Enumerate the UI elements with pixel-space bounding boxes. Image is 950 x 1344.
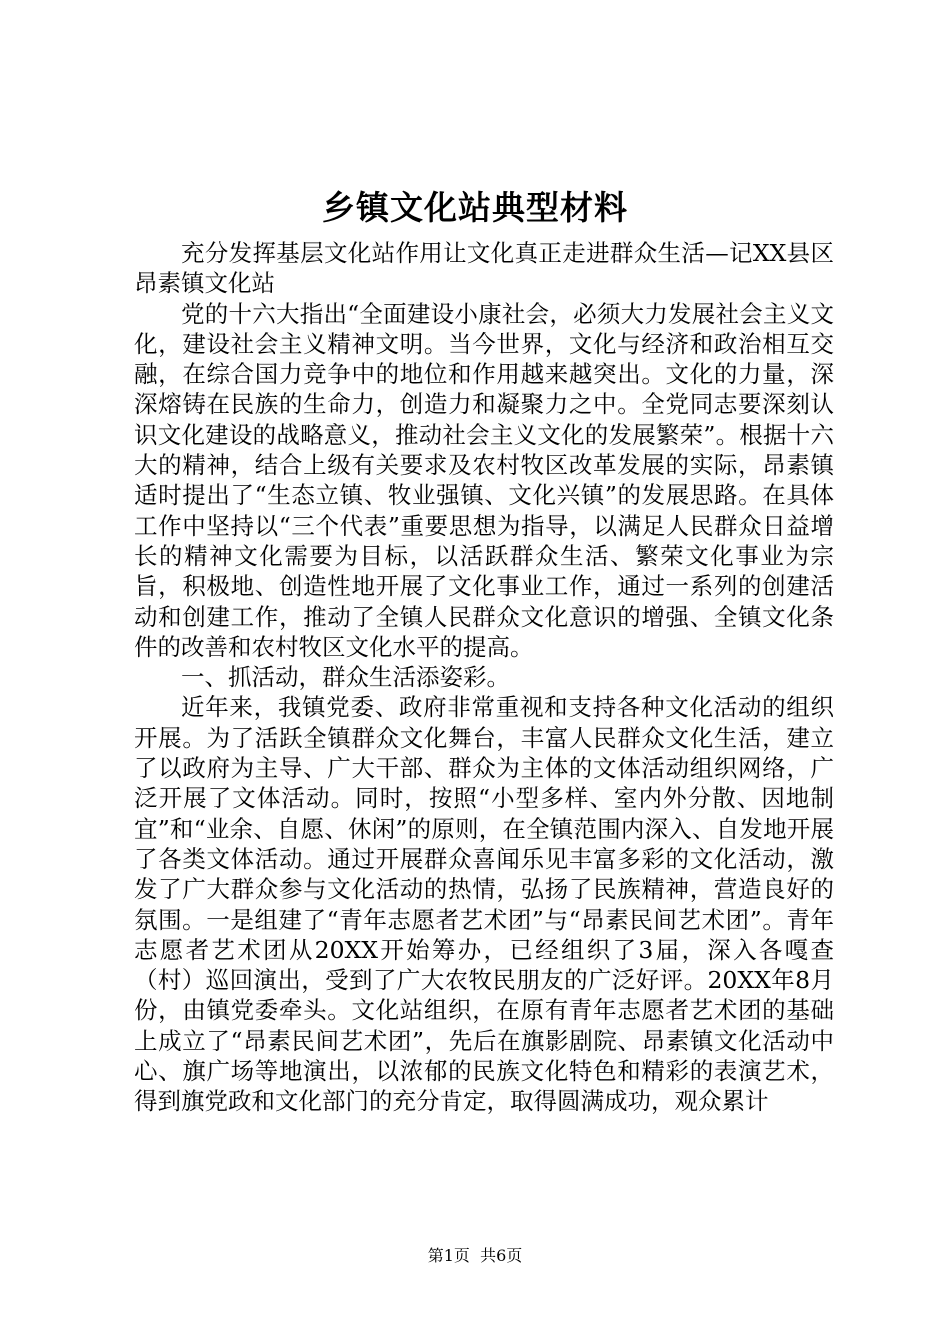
subtitle-paragraph: 充分发挥基层文化站作用让文化真正走进群众生活—记XX县区昂素镇文化站	[134, 239, 834, 298]
document-body	[134, 238, 834, 1117]
page-footer	[0, 1245, 950, 1267]
footer-separator	[470, 1246, 480, 1265]
section-heading: 一、抓活动，群众生活添姿彩。	[181, 663, 510, 692]
intro-paragraph: 党的十六大指出“全面建设小康社会，必须大力发展社会主义文化，建设社会主义精神文明。当今世界，文化与经济和政治相互交融，在综合国力竞争中的地位和作用越来越突出。文化的力量，深深熔铸在民族的生命力，创造力和凝聚力之中。全党同志要深刻认识文化建设的战略意义，推动社会主义文化的发展繁荣”。根据十六大的精神，结合上级有关要求及农村牧区改革发展的实际，昂素镇适时提出了“生态立镇、牧业强镇、文化兴镇”的发展思路。在具体工作中坚持以“三个代表”重要思想为指导，以满足人民群众日益增长的精神文化需要为目标，以活跃群众生活、繁荣文化事业为宗旨，积极地、创造性地开展了文化事业工作，通过一系列的创建活动和创建工作，推动了全镇人民群众文化意识的增强、全镇文化条件的改善和农村牧区文化水平的提高。	[134, 299, 834, 661]
document-title: 乡镇文化站典型材料	[322, 188, 628, 227]
page-number: 第1页	[427, 1246, 470, 1265]
page-total: 共6页	[480, 1246, 523, 1265]
activities-paragraph: 近年来，我镇党委、政府非常重视和支持各种文化活动的组织开展。为了活跃全镇群众文化舞台，丰富人民群众文化生活，建立了以政府为主导、广大干部、群众为主体的文体活动组织网络，广泛开展了文体活动。同时，按照“小型多样、室内外分散、因地制宜”和“业余、自愿、休闲”的原则，在全镇范围内深入、自发地开展了各类文体活动。通过开展群众喜闻乐见丰富多彩的文化活动，激发了广大群众参与文化活动的热情，弘扬了民族精神，营造良好的氛围。一是组建了“青年志愿者艺术团”与“昂素民间艺术团”。青年志愿者艺术团从20XX开始筹办，已经组织了3届，深入各嘎查（村）巡回演出，受到了广大农牧民朋友的广泛好评。20XX年8月份，由镇党委牵头。文化站组织，在原有青年志愿者艺术团的基础上成立了“昂素民间艺术团”，先后在旗影剧院、昂素镇文化活动中心、旗广场等地演出，以浓郁的民族文化特色和精彩的表演艺术，得到旗党政和文化部门的充分肯定，取得圆满成功，观众累计	[134, 693, 834, 1116]
